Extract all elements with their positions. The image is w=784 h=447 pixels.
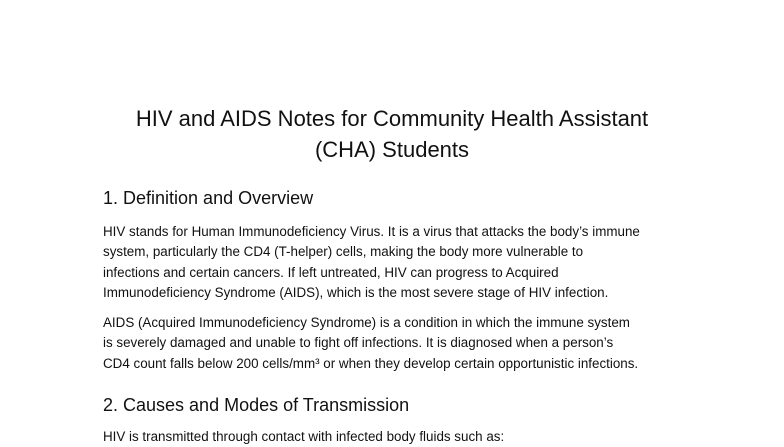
- paragraph-line: Immunodeficiency Syndrome (AIDS), which is the most severe stage of HIV infection.: [103, 284, 609, 300]
- paragraph-aids-definition: [103, 313, 693, 374]
- section-heading-definition: 1. Definition and Overview: [103, 188, 314, 208]
- title-line: (CHA) Students: [314, 137, 470, 162]
- section-heading-transmission: 2. Causes and Modes of Transmission: [103, 395, 410, 415]
- paragraph-hiv-definition: [103, 222, 693, 303]
- paragraph-line: infections and certain cancers. If left untreated, HIV can progress to Acquired: [103, 264, 559, 280]
- title-line: HIV and AIDS Notes for Community Health Assistant: [135, 106, 649, 131]
- paragraph-line: system, particularly the CD4 (T-helper) cells, making the body more vulnerable to: [103, 244, 584, 260]
- paragraph-line: is severely damaged and unable to fight off infections. It is diagnosed when a person’s: [103, 335, 614, 351]
- paragraph-transmission-intro: [103, 427, 693, 447]
- paragraph-line: HIV is transmitted through contact with infected body fluids such as:: [103, 429, 505, 444]
- paragraph-line: AIDS (Acquired Immunodeficiency Syndrome) is a condition in which the immune system: [103, 315, 630, 330]
- document-title: [80, 103, 704, 165]
- paragraph-line: CD4 count falls below 200 cells/mm³ or when they develop certain opportunistic infections.: [103, 355, 639, 371]
- paragraph-line: HIV stands for Human Immunodeficiency Virus. It is a virus that attacks the body’s immune: [103, 224, 640, 239]
